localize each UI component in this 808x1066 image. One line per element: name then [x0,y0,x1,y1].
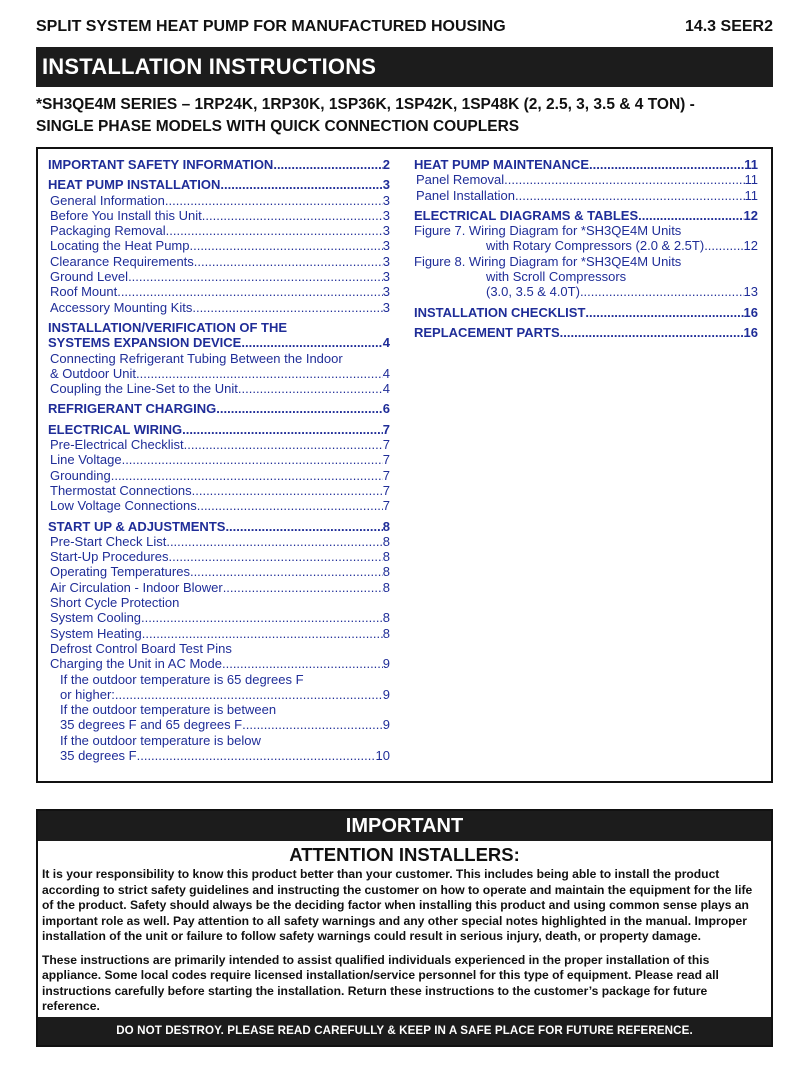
toc-entry-label: General Information [50,192,165,208]
toc-page-number: 7 [382,452,390,468]
toc-dot-leader [225,519,382,534]
toc-entry-label: Pre-Start Check List [50,533,167,549]
toc-dot-leader [515,188,744,203]
toc-page-number: 7 [382,437,390,453]
toc-entry[interactable] [48,534,390,549]
toc-page-number: 8 [382,610,390,626]
toc-entry[interactable] [48,193,390,208]
toc-page-number: 2 [382,157,390,172]
toc-page-number: 8 [382,549,390,565]
toc-entry[interactable] [48,549,390,564]
toc-entry-label: Low Voltage Connections [50,498,197,514]
toc-entry-text[interactable] [414,254,758,269]
toc-entry-text[interactable] [414,269,758,284]
toc-dot-leader [202,208,383,223]
toc-page-number: 8 [382,533,390,549]
toc-entry[interactable] [48,498,390,513]
toc-entry[interactable] [48,254,390,269]
toc-entry-label: 35 degrees F and 65 degrees F [60,717,243,733]
toc-dot-leader [585,305,743,320]
toc-entry[interactable] [48,381,390,396]
toc-dot-leader [704,238,743,253]
toc-dot-leader [115,687,383,702]
toc-page-number: 11 [744,172,758,188]
toc-dot-leader [589,157,744,172]
toc-dot-leader [184,437,383,452]
toc-page-number: 13 [743,284,758,300]
toc-dot-leader [166,223,383,238]
toc-page-number: 4 [382,365,390,381]
toc-dot-leader [137,748,376,763]
toc-entry[interactable] [48,580,390,595]
toc-dot-leader [197,498,383,513]
toc-entry-label: Accessory Mounting Kits [50,299,193,315]
toc-dot-leader [136,366,383,381]
toc-entry-label: or higher: [60,686,115,702]
qualified-installer-paragraph: These instructions are primarily intended to assist qualified individuals experienced in the proper installation of this appliance. Some local codes require licensed installation/service personnel for this type of equipment. Please read all instructions carefully before starting the installation. Return these instructions to the customer’s package for future reference. [42,952,719,1013]
toc-entry[interactable] [48,335,390,350]
toc-dot-leader [580,284,744,299]
toc-page-number: 8 [382,518,390,534]
toc-page-number: 3 [382,299,390,315]
toc-entry[interactable] [48,284,390,299]
toc-entry[interactable] [48,401,390,416]
toc-entry-label: (3.0, 3.5 & 4.0T) [486,284,580,300]
toc-entry[interactable] [48,177,390,192]
toc-entry[interactable] [414,305,758,320]
toc-dot-leader [166,534,382,549]
toc-entry-label: 35 degrees F [60,747,137,763]
toc-page-number: 9 [382,686,390,702]
toc-page-number: 3 [382,177,390,193]
toc-page-number: 12 [743,238,758,254]
toc-entry-label: Ground Level [50,269,129,285]
toc-entry-label: ELECTRICAL DIAGRAMS & TABLES [414,207,639,223]
toc-entry-label: Figure 7. Wiring Diagram for *SH3QE4M Units [414,223,682,239]
toc-entry-label: REFRIGERANT CHARGING [48,401,217,417]
toc-entry-label: Grounding [50,467,111,483]
toc-entry-text[interactable] [414,223,758,238]
toc-entry-label: Panel Installation [416,187,516,203]
toc-entry-label: REPLACEMENT PARTS [414,324,560,340]
toc-page-number: 6 [382,401,390,417]
toc-dot-leader [192,300,382,315]
toc-entry-text[interactable] [48,702,390,717]
toc-entry-label: Start-Up Procedures [50,549,169,565]
toc-entry-label: HEAT PUMP INSTALLATION [48,177,221,193]
toc-dot-leader [273,157,382,172]
toc-entry[interactable] [48,626,390,641]
toc-page-number: 7 [382,467,390,483]
toc-page-number: 8 [382,625,390,641]
toc-page-number: 4 [382,381,390,397]
toc-entry-label: Charging the Unit in AC Mode [50,656,222,672]
toc-entry-label: with Scroll Compressors [486,269,627,285]
toc-page-number: 3 [382,253,390,269]
toc-dot-leader [117,284,383,299]
toc-right-column [414,157,758,340]
header-title: SPLIT SYSTEM HEAT PUMP FOR MANUFACTURED HOUSING [36,18,506,35]
toc-dot-leader [194,254,383,269]
toc-entry[interactable] [48,269,390,284]
toc-page-number: 16 [743,304,758,320]
toc-entry-label: Panel Removal [416,172,505,188]
toc-entry[interactable] [48,748,390,763]
toc-entry-label: SYSTEMS EXPANSION DEVICE [48,335,242,351]
toc-entry[interactable] [48,483,390,498]
toc-entry[interactable] [48,717,390,732]
toc-dot-leader [216,401,382,416]
toc-entry[interactable] [48,656,390,671]
toc-page-number: 7 [382,498,390,514]
toc-entry[interactable] [48,366,390,381]
toc-page-number: 10 [375,747,390,763]
toc-page-number: 3 [382,223,390,239]
toc-entry-label: with Rotary Compressors (2.0 & 2.5T) [486,238,705,254]
toc-page-number: 11 [744,187,758,203]
toc-dot-leader [220,177,382,192]
toc-dot-leader [242,717,383,732]
toc-entry-label: HEAT PUMP MAINTENANCE [414,157,590,172]
toc-page-number: 7 [382,421,390,437]
toc-entry[interactable] [48,452,390,467]
toc-dot-leader [190,564,383,579]
toc-entry-text[interactable] [48,595,390,610]
toc-entry-label: START UP & ADJUSTMENTS [48,518,226,534]
toc-entry-text[interactable] [48,641,390,656]
toc-entry-label: Connecting Refrigerant Tubing Between the Indoor [50,350,343,366]
toc-dot-leader [638,208,743,223]
toc-entry[interactable] [48,610,390,625]
toc-entry[interactable] [48,300,390,315]
toc-entry-label: Line Voltage [50,452,122,468]
toc-entry-label: Locating the Heat Pump [50,238,190,254]
toc-entry[interactable] [414,325,758,340]
toc-entry-label: Operating Temperatures [50,564,190,580]
toc-page-number: 3 [382,269,390,285]
header-seer-rating: 14.3 SEER2 [684,18,773,35]
toc-dot-leader [560,325,744,340]
toc-entry-text[interactable] [48,672,390,687]
toc-dot-leader [192,483,383,498]
toc-page-number: 3 [382,192,390,208]
document-title-banner: INSTALLATION INSTRUCTIONS [36,47,773,87]
toc-entry[interactable] [48,687,390,702]
toc-entry[interactable] [48,519,390,534]
toc-entry[interactable] [48,208,390,223]
toc-entry-label: Pre-Electrical Checklist [50,437,184,453]
toc-entry[interactable] [414,172,758,187]
toc-entry[interactable] [48,422,390,437]
toc-entry-label: System Cooling [50,610,142,626]
toc-entry-label: IMPORTANT SAFETY INFORMATION [48,157,274,172]
toc-page-number: 3 [382,284,390,300]
toc-page-number: 8 [382,564,390,580]
toc-dot-leader [122,452,383,467]
toc-page-number: 9 [382,717,390,733]
toc-entry-text[interactable] [48,733,390,748]
toc-dot-leader [111,468,383,483]
toc-entry-label: Roof Mount [50,284,118,300]
toc-dot-leader [238,381,383,396]
toc-entry[interactable] [48,437,390,452]
toc-dot-leader [504,172,744,187]
model-series-line-2: SINGLE PHASE MODELS WITH QUICK CONNECTION COUPLERS [36,118,520,135]
toc-entry-label: Short Cycle Protection [50,595,180,611]
toc-dot-leader [241,335,382,350]
toc-entry-label: Figure 8. Wiring Diagram for *SH3QE4M Units [414,253,682,269]
toc-page-number: 7 [382,482,390,498]
toc-dot-leader [141,610,383,625]
toc-entry-label: Air Circulation - Indoor Blower [50,579,223,595]
toc-dot-leader [165,193,383,208]
toc-dot-leader [142,626,383,641]
toc-entry-label: If the outdoor temperature is below [60,732,261,748]
toc-entry-text[interactable] [48,320,390,335]
important-heading: IMPORTANT [38,811,771,841]
toc-page-number: 12 [743,207,758,223]
toc-dot-leader [223,580,383,595]
toc-page-number: 9 [382,656,390,672]
toc-page-number: 8 [382,579,390,595]
toc-entry-label: Defrost Control Board Test Pins [50,640,232,656]
toc-entry-label: ELECTRICAL WIRING [48,421,183,437]
toc-dot-leader [222,656,383,671]
toc-entry-label: Packaging Removal [50,223,166,239]
toc-dot-leader [128,269,383,284]
toc-entry-label: If the outdoor temperature is between [60,702,277,718]
toc-dot-leader [182,422,383,437]
toc-entry[interactable] [414,238,758,253]
table-of-contents [36,147,773,783]
toc-entry-label: If the outdoor temperature is 65 degrees F [60,671,304,687]
toc-entry[interactable] [414,188,758,203]
toc-page-number: 4 [382,335,390,351]
toc-page-number: 11 [744,157,758,172]
toc-page-number: 3 [382,238,390,254]
toc-page-number: 3 [382,207,390,223]
toc-entry[interactable] [48,157,390,172]
toc-entry[interactable] [48,223,390,238]
toc-entry[interactable] [414,157,758,172]
toc-entry-label: INSTALLATION/VERIFICATION OF THE [48,319,288,335]
toc-entry[interactable] [414,208,758,223]
toc-entry[interactable] [48,468,390,483]
toc-entry-label: Thermostat Connections [50,482,192,498]
toc-entry-label: & Outdoor Unit [50,365,136,381]
toc-left-column [48,157,390,763]
important-notice-box [36,809,773,1047]
toc-entry[interactable] [48,238,390,253]
toc-entry-label: System Heating [50,625,142,641]
toc-entry-label: Coupling the Line-Set to the Unit [50,381,238,397]
toc-entry-label: Before You Install this Unit [50,207,202,223]
model-series-line-1: *SH3QE4M SERIES – 1RP24K, 1RP30K, 1SP36K, 1SP42K, 1SP48K (2, 2.5, 3, 3.5 & 4 TON) - [36,96,695,113]
toc-dot-leader [169,549,383,564]
toc-entry[interactable] [48,564,390,579]
page-header [36,16,773,38]
toc-page-number: 16 [743,324,758,340]
toc-dot-leader [189,238,382,253]
model-series-heading [36,94,773,138]
do-not-destroy-footer: DO NOT DESTROY. PLEASE READ CAREFULLY & KEEP IN A SAFE PLACE FOR FUTURE REFERENCE. [38,1017,771,1045]
installer-responsibility-paragraph: It is your responsibility to know this product better than your customer. This includes being able to install the product according to strict safety guidelines and instructing the customer on how to operate and maintain the equipment for the life of the product. Safety should always be the deciding factor when installing this product and using common sense plays an important role as well. Pay attention to all safety warnings and any other special notes highlighted in the manual. Improper installation of the unit or failure to follow safety warnings could result in serious injury, death, or property damage. [42,867,753,943]
toc-entry-label: Clearance Requirements [50,253,194,269]
toc-entry-label: INSTALLATION CHECKLIST [414,304,586,320]
toc-entry[interactable] [414,284,758,299]
attention-installers-heading: ATTENTION INSTALLERS: [289,844,520,865]
toc-entry-text[interactable] [48,351,390,366]
